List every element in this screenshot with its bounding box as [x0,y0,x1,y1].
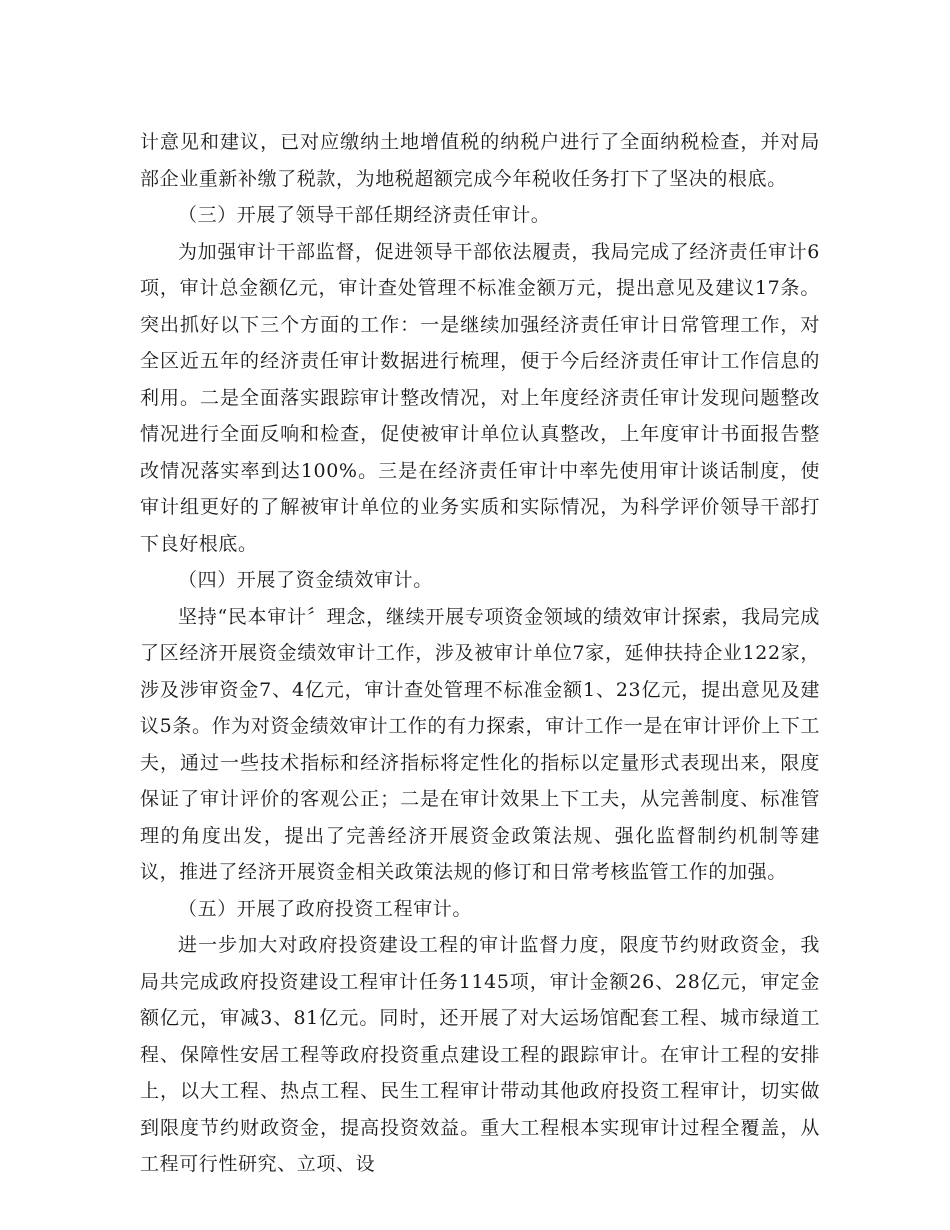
paragraph-3: 坚持“民本审计〞理念，继续开展专项资金领域的绩效审计探索，我局完成了区经济开展资金绩效审计工作，涉及被审计单位7家，延伸扶持企业122家，涉及涉审资金7、4亿元，审计查处管理不标准金额1、23亿元，提出意见及建议5条。作为对资金绩效审计工作的有力探索，审计工作一是在审计评价上下工夫，通过一些技术指标和经济指标将定性化的指标以定量形式表现出来，限度保证了审计评价的客观公正；二是在审计效果上下工夫，从完善制度、标准管理的角度出发，提出了完善经济开展资金政策法规、强化监督制约机制等建议，推进了经济开展资金相关政策法规的修订和日常考核监管工作的加强。 [140,605,820,883]
document-body [140,124,820,1183]
section-heading-5: （五）开展了政府投资工程审计。 [178,897,473,920]
paragraph-4: 进一步加大对政府投资建设工程的审计监督力度，限度节约财政资金，我局共完成政府投资建设工程审计任务1145项，审计金额26、28亿元，审定金额亿元，审减3、81亿元。同时，还开展了对大运场馆配套工程、城市绿道工程、保障性安居工程等政府投资重点建设工程的跟踪审计。在审计工程的安排上，以大工程、热点工程、民生工程审计带动其他政府投资工程审计，切实做到限度节约财政资金，提高投资效益。重大工程根本实现审计过程全覆盖，从工程可行性研究、立项、设 [140,934,820,1175]
paragraph-1: 计意见和建议，已对应缴纳土地增值税的纳税户进行了全面纳税检查，并对局部企业重新补缴了税款，为地税超额完成今年税收任务打下了坚决的根底。 [140,131,820,190]
section-heading-3: （三）开展了领导干部任期经济责任审计。 [178,204,551,226]
paragraph-2: 为加强审计干部监督，促进领导干部依法履责，我局完成了经济责任审计6项，审计总金额亿元，审计查处管理不标准金额万元，提出意见及建议17条。突出抓好以下三个方面的工作：一是继续加强经济责任审计日常管理工作，对全区近五年的经济责任审计数据进行梳理，便于今后经济责任审计工作信息的利用。二是全面落实跟踪审计整改情况，对上年度经济责任审计发现问题整改情况进行全面反响和检查，促使被审计单位认真整改，上年度审计书面报告整改情况落实率到达100%。三是在经济责任审计中率先使用审计谈话制度，使审计组更好的了解被审计单位的业务实质和实际情况，为科学评价领导干部打下良好根底。 [140,240,820,555]
section-heading-4: （四）开展了资金绩效审计。 [178,569,433,591]
